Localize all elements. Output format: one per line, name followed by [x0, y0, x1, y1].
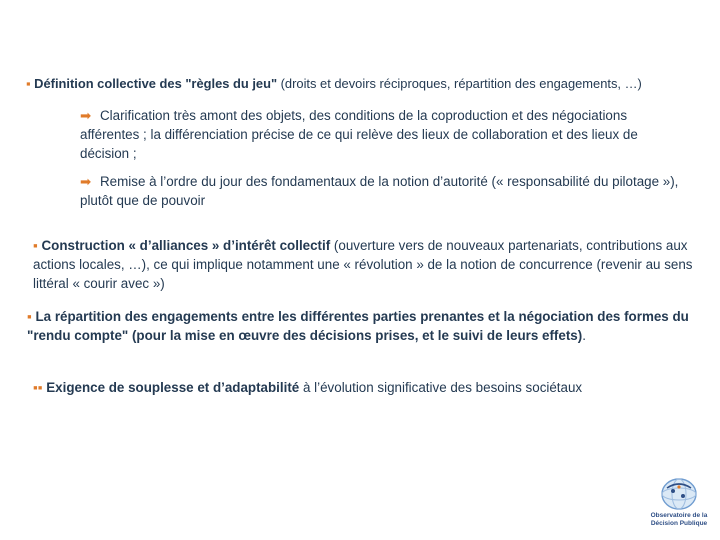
subitem-autorite	[80, 172, 680, 210]
bullet-icon: ▪	[26, 76, 31, 91]
item-bold-text: La répartition des engagements entre les différentes parties prenantes et la négociation des formes du "rendu compte" (pour la mise en œuvre des décisions prises, et le suivi de leurs effets)	[27, 309, 689, 343]
logo-line-1: Observatoire de la	[650, 512, 708, 519]
item-bold-text: Construction « d’alliances » d’intérêt collectif	[41, 238, 331, 253]
subitem-text: Remise à l’ordre du jour des fondamentaux de la notion d’autorité (« responsabilité du pilotage »), plutôt que de pouvoir	[80, 174, 679, 208]
item-text: à l’évolution significative des besoins sociétaux	[299, 380, 583, 395]
subitem-clarification	[80, 106, 640, 163]
item-bold-text: Exigence de souplesse et d’adaptabilité	[46, 380, 300, 395]
item-bold-text: Définition collective des "règles du jeu"	[34, 76, 278, 91]
observatoire-logo	[646, 476, 712, 536]
item-repartition	[27, 307, 717, 345]
subitem-text: Clarification très amont des objets, des conditions de la coproduction et des négociations afférentes ; la différenciation précise de ce qui relève des lieux de collaboration et des lieux de décision ;	[80, 108, 638, 161]
bullet-icon: ▪▪	[33, 380, 43, 395]
bullet-icon: ▪	[27, 309, 32, 324]
arrow-right-icon: ➡	[80, 174, 92, 189]
logo-line-2: Décision Publique	[650, 520, 708, 527]
item-souplesse	[33, 378, 673, 397]
item-text: (ouverture vers de nouveaux partenariats, contributions aux actions locales, …), ce qui implique notamment une « révolution » de la notion de concurrence (revenir au sens littéral « courir avec »)	[33, 238, 693, 291]
arrow-right-icon: ➡	[80, 108, 92, 123]
item-alliances	[33, 236, 703, 293]
item-text: (droits et devoirs réciproques, répartition des engagements, …)	[277, 76, 642, 91]
globe-icon	[659, 476, 699, 512]
item-regles-du-jeu	[26, 74, 716, 93]
item-text: .	[582, 328, 586, 343]
bullet-icon: ▪	[33, 238, 38, 253]
